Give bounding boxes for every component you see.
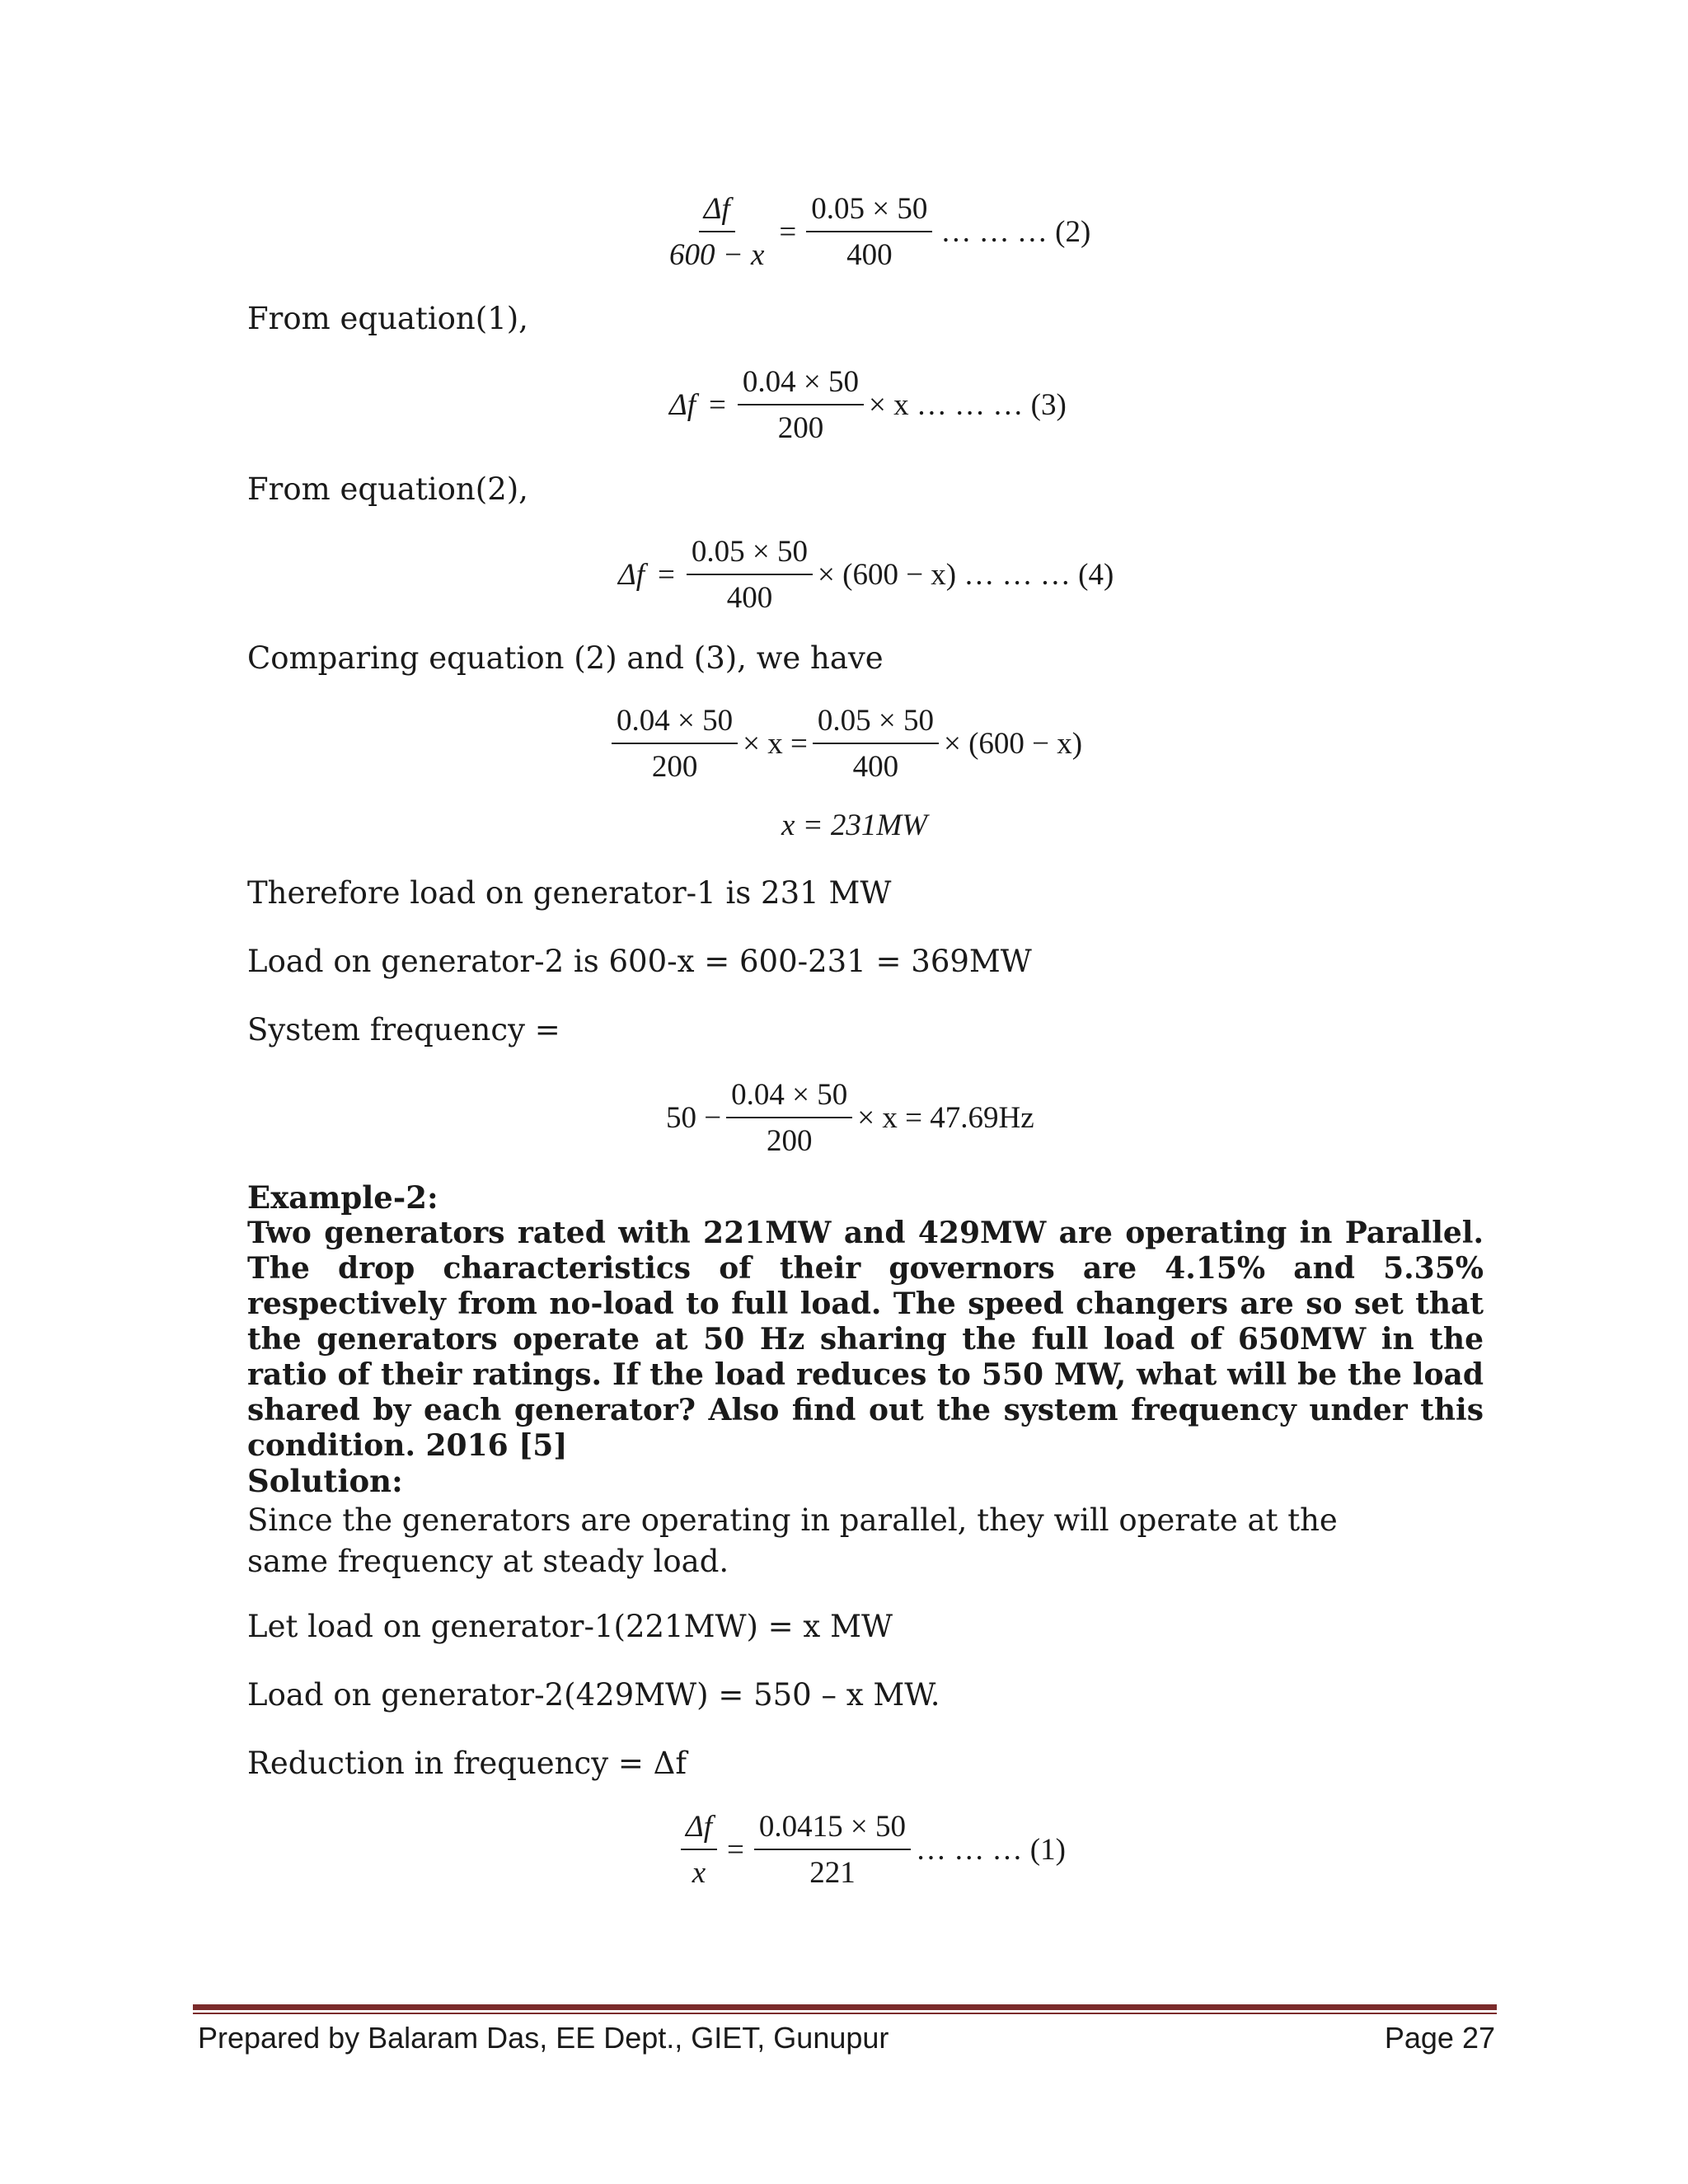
- solution-text: Since the generators are operating in parallel, they will operate at the same frequency at steady load.: [247, 1502, 1338, 1579]
- numerator: Δf: [699, 191, 735, 232]
- fraction: [738, 364, 864, 447]
- equation-tag: … … … (2): [940, 215, 1091, 249]
- example-text: Two generators rated with 221MW and 429MW are operating in Parallel. The drop characteristics of their governors are 4.15% and 5.35% respectively from no-load to full load. The speed changers are so set that the generators operate at 50 Hz sharing the full load of 650MW in the ratio of their ratings. If the load reduces to 550 MW, what will be the load shared by each generator? Also find out the system frequency under this condition. 2016 [5]: [247, 1216, 1484, 1463]
- equation-1: [676, 1809, 1066, 1891]
- denominator: 200: [777, 411, 824, 445]
- numerator: 0.04 × 50: [738, 364, 864, 405]
- text-system-frequency: System frequency =: [247, 1012, 560, 1047]
- denominator: 200: [651, 750, 698, 784]
- equation-compare: [607, 703, 1082, 785]
- text-reduction: Reduction in frequency = Δf: [247, 1746, 687, 1781]
- fraction: [754, 1809, 911, 1891]
- equals-sign: =: [658, 558, 675, 592]
- equation-tail: × (600 − x): [943, 727, 1083, 761]
- equation-frequency: [666, 1077, 1034, 1160]
- equation-tag: … … … (1): [916, 1833, 1066, 1867]
- equation-prefix: 50 −: [666, 1101, 722, 1135]
- numerator: 0.05 × 50: [813, 703, 939, 744]
- fraction: [612, 703, 738, 785]
- fraction: [813, 703, 939, 785]
- numerator: 0.05 × 50: [687, 534, 813, 575]
- numerator: 0.04 × 50: [612, 703, 738, 744]
- numerator: 0.04 × 50: [726, 1077, 852, 1118]
- denominator: 600 − x: [669, 238, 765, 272]
- example-title: Example-2:: [247, 1179, 438, 1216]
- fraction: [664, 191, 769, 274]
- text-from-equation-1: From equation(1),: [247, 301, 528, 336]
- footer-left: Prepared by Balaram Das, EE Dept., GIET, Gunupur: [198, 2021, 889, 2055]
- fraction: [726, 1077, 852, 1160]
- numerator: 0.05 × 50: [806, 191, 932, 232]
- numerator: Δf: [681, 1809, 717, 1850]
- equation-tail: × x … … … (3): [869, 388, 1067, 422]
- text-let-load: Let load on generator-1(221MW) = x MW: [247, 1609, 893, 1644]
- footer-rule: [193, 2004, 1497, 2010]
- fraction: [806, 191, 932, 274]
- denominator: 400: [726, 581, 773, 615]
- equation-4: [618, 534, 1114, 616]
- footer-rule-thin: [193, 2013, 1497, 2014]
- equation-tail: × (600 − x) … … … (4): [818, 558, 1114, 592]
- lhs: Δf: [669, 388, 696, 422]
- equals-sign: =: [709, 388, 726, 422]
- equals-sign: =: [779, 215, 797, 249]
- denominator: 200: [766, 1124, 813, 1158]
- text-comparing: Comparing equation (2) and (3), we have: [247, 640, 884, 676]
- lhs: Δf: [618, 558, 645, 592]
- numerator: 0.0415 × 50: [754, 1809, 911, 1850]
- result-x: x = 231MW: [781, 808, 928, 842]
- fraction: [681, 1809, 717, 1891]
- text-load-generator-2: Load on generator-2 is 600-x = 600-231 = 369MW: [247, 944, 1032, 979]
- equals-sign: =: [727, 1833, 744, 1867]
- solution-title: Solution:: [247, 1463, 403, 1499]
- fraction: [687, 534, 813, 616]
- denominator: 221: [809, 1856, 856, 1890]
- equation-3: [669, 364, 1067, 447]
- text-load-generator-1: Therefore load on generator-1 is 231 MW: [247, 875, 892, 911]
- equation-2: [659, 191, 1090, 274]
- denominator: x: [692, 1856, 706, 1890]
- page-number: Page 27: [1384, 2021, 1495, 2055]
- denominator: 400: [846, 238, 893, 272]
- text-from-equation-2: From equation(2),: [247, 471, 528, 507]
- denominator: 400: [852, 750, 899, 784]
- equation-tail: × x = 47.69Hz: [857, 1101, 1034, 1135]
- text-load-generator-2-b: Load on generator-2(429MW) = 550 – x MW.: [247, 1677, 940, 1713]
- equation-middle: × x =: [743, 727, 808, 761]
